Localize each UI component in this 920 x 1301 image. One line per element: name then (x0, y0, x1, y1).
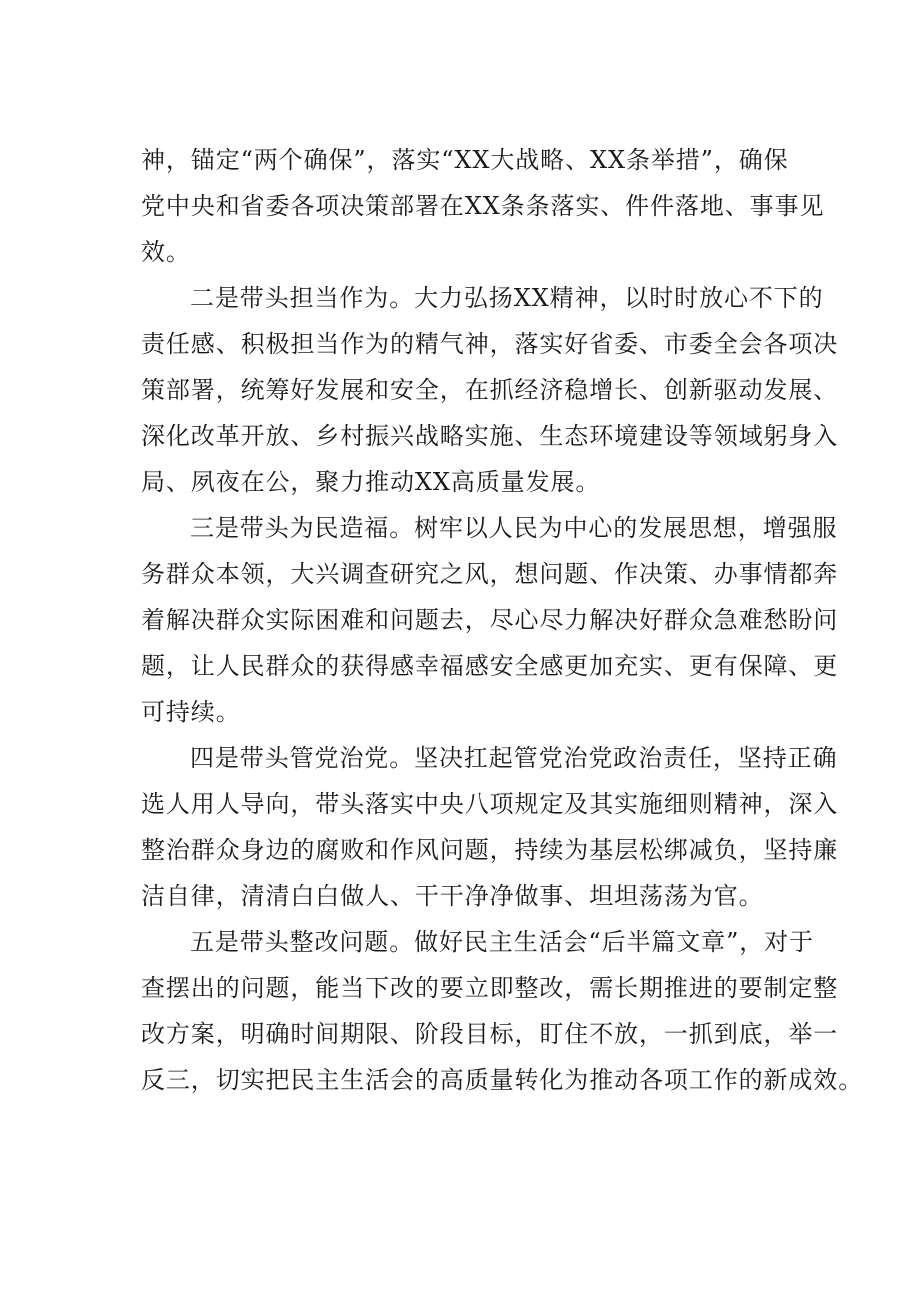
text-line: 可持续。 (141, 698, 241, 726)
text-line: 策部署，统筹好发展和安全，在抓经济稳增长、创新驱动发展、 (141, 376, 839, 404)
text-line: 整治群众身边的腐败和作风问题，持续为基层松绑减负，坚持廉 (141, 836, 839, 864)
text-line: 务群众本领，大兴调查研究之风，想问题、作决策、办事情都奔 (141, 560, 839, 588)
text-line: 题，让人民群众的获得感幸福感安全感更加充实、更有保障、更 (141, 652, 839, 680)
text-line: 反三，切实把民主生活会的高质量转化为推动各项工作的新成效。 (141, 1066, 864, 1094)
text-line: 查摆出的问题，能当下改的要立即整改，需长期推进的要制定整 (141, 974, 839, 1002)
text-line: 选人用人导向，带头落实中央八项规定及其实施细则精神，深入 (141, 790, 839, 818)
text-line: 党中央和省委各项决策部署在XX条条落实、件件落地、事事见 (141, 192, 825, 220)
text-line: 洁自律，清清白白做人、干干净净做事、坦坦荡荡为官。 (141, 882, 764, 910)
text-line: 深化改革开放、乡村振兴战略实施、生态环境建设等领域躬身入 (141, 422, 839, 450)
text-line: 神，锚定“两个确保”，落实“XX大战略、XX条举措”，确保 (141, 146, 789, 174)
paragraph-start-line: 四是带头管党治党。坚决扛起管党治党政治责任，坚持正确 (190, 744, 838, 772)
text-line: 效。 (141, 238, 191, 266)
paragraph-start-line: 五是带头整改问题。做好民主生活会“后半篇文章”，对于 (190, 928, 814, 956)
text-line: 局、夙夜在公，聚力推动XX高质量发展。 (141, 468, 601, 496)
text-line: 改方案，明确时间期限、阶段目标，盯住不放，一抓到底，举一 (141, 1020, 839, 1048)
text-line: 着解决群众实际困难和问题去，尽心尽力解决好群众急难愁盼问 (141, 606, 839, 634)
paragraph-start-line: 二是带头担当作为。大力弘扬XX精神，以时时放心不下的 (190, 284, 824, 312)
paragraph-start-line: 三是带头为民造福。树牢以人民为中心的发展思想，增强服 (190, 514, 838, 542)
text-line: 责任感、积极担当作为的精气神，落实好省委、市委全会各项决 (141, 330, 839, 358)
